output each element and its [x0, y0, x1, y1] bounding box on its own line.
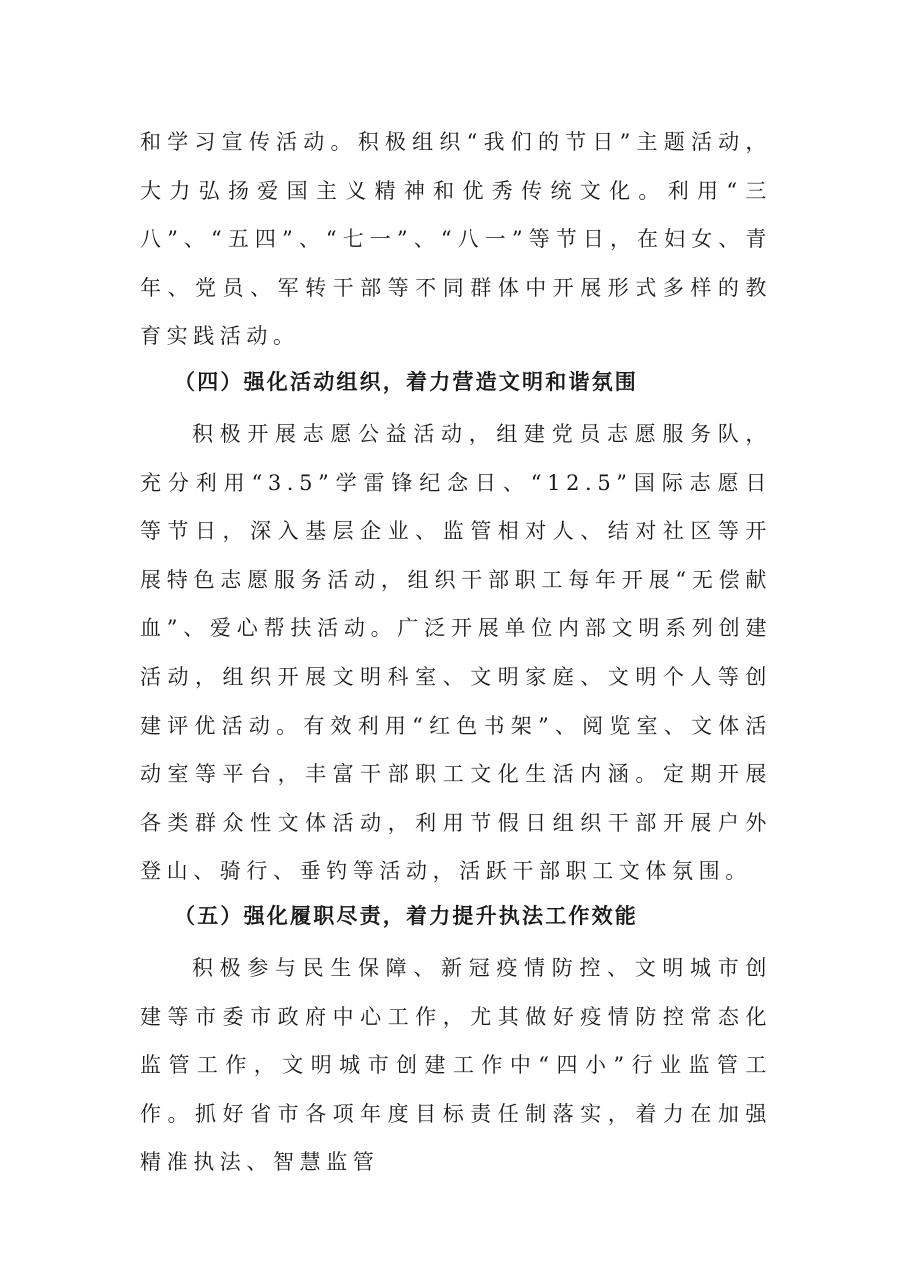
- continued-paragraph: 和学习宣传活动。积极组织“我们的节日”主题活动，大力弘扬爱国主义精神和优秀传统文化。利用“三八”、“五四”、“七一”、“八一”等节日，在妇女、青年、党员、军转干部等不同群体中开展形式多样的教育实践活动。: [140, 130, 772, 349]
- section-body-5: 积极参与民生保障、新冠疫情防控、文明城市创建等市委市政府中心工作，尤其做好疫情防控常态化监管工作，文明城市创建工作中“四小”行业监管工作。抓好省市各项年度目标责任制落实，着力在加强精准执法、智慧监管: [140, 956, 772, 1175]
- section-body-4: 积极开展志愿公益活动，组建党员志愿服务队，充分利用“3.5”学雷锋纪念日、“12.5”国际志愿日等节日，深入基层企业、监管相对人、结对社区等开展特色志愿服务活动，组织干部职工每年开展“无偿献血”、爱心帮扶活动。广泛开展单位内部文明系列创建活动，组织开展文明科室、文明家庭、文明个人等创建评优活动。有效利用“红色书架”、阅览室、文体活动室等平台，丰富干部职工文化生活内涵。定期开展各类群众性文体活动，利用节假日组织干部开展户外登山、骑行、垂钓等活动，活跃干部职工文体氛围。: [140, 422, 772, 884]
- section-heading-5: （五）强化履职尽责，着力提升执法工作效能: [174, 904, 638, 928]
- section-heading-4: （四）强化活动组织，着力营造文明和谐氛围: [174, 370, 638, 394]
